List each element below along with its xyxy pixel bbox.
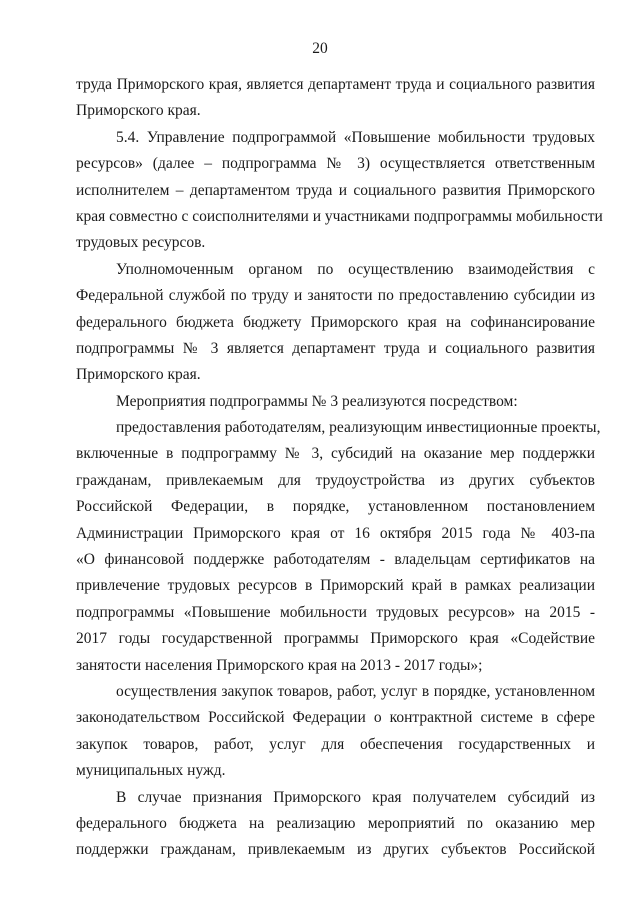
text-line: Российской Федерации, в порядке, установленном постановлением: [76, 498, 595, 516]
text-line: труда Приморского края, является департамент труда и социального развития: [76, 76, 595, 93]
text-line: федерального бюджета бюджету Приморского края на софинансирование: [76, 313, 595, 331]
text-line: 5.4. Управление подпрограммой «Повышение мобильности трудовых: [116, 128, 595, 146]
text-line: Мероприятия подпрограммы № 3 реализуются посредством:: [116, 392, 518, 410]
text-line: «О финансовой поддержке работодателям - владельцам сертификатов на: [76, 551, 595, 569]
text-line: муниципальных нужд.: [76, 762, 226, 780]
text-line: федерального бюджета на реализацию мероприятий по оказанию мер: [76, 814, 595, 832]
text-line: В случае признания Приморского края получателем субсидий из: [116, 788, 595, 806]
text-line: осуществления закупок товаров, работ, услуг в порядке, установленном: [116, 682, 595, 700]
text-line: края совместно с соисполнителями и участниками подпрограммы мобильности: [76, 207, 603, 225]
text-line: занятости населения Приморского края на 2013 - 2017 годы»;: [76, 656, 483, 674]
text-line: подпрограммы № 3 является департамент труда и социального развития: [76, 339, 595, 357]
text-line: подпрограммы «Повышение мобильности трудовых ресурсов» на 2015 -: [76, 603, 595, 621]
document-body: [76, 72, 603, 864]
text-line: закупок товаров, работ, услуг для обеспечения государственных и: [76, 735, 595, 753]
text-line: Администрации Приморского края от 16 октября 2015 года № 403-па: [76, 524, 595, 542]
text-line: поддержки гражданам, привлекаемым из других субъектов Российской: [76, 841, 595, 859]
text-line: Федеральной службой по труду и занятости по предоставлению субсидии из: [76, 287, 595, 305]
text-line: гражданам, привлекаемым для трудоустройства из других субъектов: [76, 471, 595, 489]
text-line: Уполномоченным органом по осуществлению взаимодействия с: [116, 260, 595, 278]
text-line: трудовых ресурсов.: [76, 234, 206, 252]
text-line: 2017 годы государственной программы Приморского края «Содействие: [76, 630, 595, 648]
text-line: законодательством Российской Федерации о контрактной системе в сфере: [76, 709, 595, 727]
text-line: Приморского края.: [76, 366, 201, 384]
page-number: 20: [312, 40, 328, 57]
text-line: привлечение трудовых ресурсов в Приморский край в рамках реализации: [76, 577, 595, 595]
text-line: исполнителем – департаментом труда и социального развития Приморского: [76, 181, 595, 199]
text-line: ресурсов» (далее – подпрограмма № 3) осуществляется ответственным: [76, 155, 595, 173]
text-line: предоставления работодателям, реализующим инвестиционные проекты,: [116, 419, 601, 437]
text-line: включенные в подпрограмму № 3, субсидий на оказание мер поддержки: [76, 445, 595, 463]
text-line: Приморского края.: [76, 102, 201, 120]
